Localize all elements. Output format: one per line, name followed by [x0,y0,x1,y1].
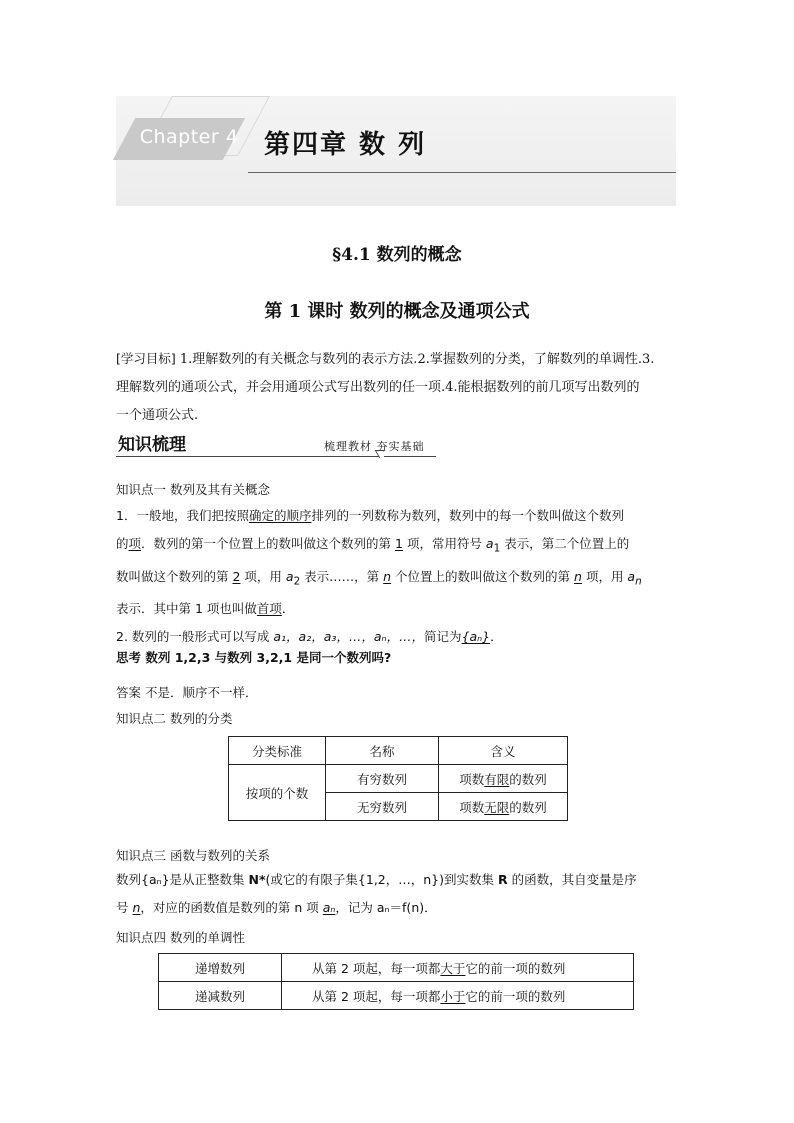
think-text: 数列 1,2,3 与数列 3,2,1 是同一个数列吗? [141,650,392,665]
chapter-banner [116,96,676,206]
knowledge-header-title: 知识梳理 [118,435,186,455]
answer-block [116,683,258,701]
underlined-term: 有限 [484,771,510,787]
lesson-title: 第 1 课时 数列的概念及通项公式 [264,301,530,322]
answer-text: 不是．顺序不一样． [141,685,258,700]
table-cell [439,765,568,793]
table-cell [439,793,568,821]
text-run: 数叫做这个数列的第 [116,568,233,584]
text-run: 的数列 [509,771,547,787]
text-run: 表示，第二个位置上的 [500,536,630,551]
text-run: 的函数，其自变量是序 [507,872,637,887]
goals-line-2: 理解数列的通项公式，并会用通项公式写出数列的任一项.4.能根据数列的前几项写出数列的 [116,380,640,395]
text-run: ． [490,629,503,644]
math-symbol: a [285,568,294,584]
table-cell [282,982,634,1010]
underlined-term: 大于 [440,960,466,976]
answer-label: 答案 [116,685,142,700]
table-header-row [229,737,568,765]
text-run: 从第 2 项起，每一项都 [312,960,441,976]
table-cell: 递增数列 [159,954,282,982]
table-header-cell: 含义 [439,737,568,765]
underlined-term: 2 [232,568,241,584]
table-cell: 按项的个数 [229,765,326,821]
underlined-term: 首项 [256,601,282,616]
kp3-body [116,866,676,922]
text-run: 的 [116,536,129,551]
text-run: 表示……，第 [300,568,384,584]
goals-line-3: 一个通项公式. [116,408,199,423]
table-cell: 无穷数列 [326,793,439,821]
underlined-term: 无限 [484,799,510,815]
text-run: ，对应的函数值是数列的第 n 项 [140,900,323,915]
text-run: 项数 [459,771,485,787]
kp4-heading: 知识点四 数列的单调性 [116,930,245,945]
text-run: 简记为 [424,629,462,644]
chapter-title: 第四章 数 列 [264,130,427,160]
text-run: ．数列的第一个位置上的数叫做这个数列的第 [141,536,396,551]
text-run: 它的前一项的数列 [465,988,566,1004]
math-subscript: 2 [293,575,301,587]
text-run: 项，用 [240,568,286,584]
text-run: 个位置上的数叫做这个数列的第 [391,568,575,584]
text-run: (或它的有限子集{1,2，…，n})到实数集 [265,872,498,887]
math-symbol: a [627,568,636,584]
table-row [159,982,634,1010]
classification-table [228,736,568,821]
table-row [159,954,634,982]
goals-tag: [学习目标] [116,351,176,366]
text-run: 的数列 [509,799,547,815]
math-subscript: 1 [493,542,501,555]
table-cell: 有穷数列 [326,765,439,793]
math-symbol: R [497,872,508,887]
underlined-term: 1 [395,536,403,551]
goals-line-1: 1.理解数列的有关概念与数列的表示方法.2.掌握数列的分类，了解数列的单调性.3. [179,352,655,367]
underlined-term: n [132,900,141,915]
kp3-heading: 知识点三 函数与数列的关系 [116,848,270,863]
kp2-heading: 知识点二 数列的分类 [116,711,233,726]
table-cell [282,954,634,982]
text-run: 数列{aₙ}是从正整数集 [116,872,249,887]
math-sequence: a₁，a₂，a₃，…，aₙ，…， [273,629,425,644]
text-run: 它的前一项的数列 [465,960,566,976]
text-run: ，记为 aₙ＝f(n)． [335,900,437,915]
table-header-cell: 分类标准 [229,737,326,765]
underlined-term: 项 [128,536,142,551]
text-run: ． [281,601,295,616]
think-block [116,648,391,666]
section-title: §4.1 数列的概念 [332,245,462,265]
header-rule [384,456,436,457]
header-rule [116,456,379,457]
kp1-body [116,502,676,651]
text-run: 项数 [459,799,485,815]
underlined-term: {aₙ} [461,629,491,644]
text-run: 1．一般地，我们把按照 [116,508,249,523]
text-run: 排列的一列数称为数列，数列中的每一个数叫做这个数列 [311,508,624,523]
math-symbol: N* [248,872,266,887]
monotonicity-table [158,953,634,1010]
math-subscript: n [635,575,642,587]
math-symbol: a [485,536,494,551]
underlined-term: 小于 [440,988,466,1004]
table-row [229,765,568,793]
underlined-term: 确定的顺序 [248,508,312,523]
underlined-term: aₙ [322,900,336,915]
knowledge-header [116,428,436,460]
banner-rule [248,172,676,173]
kp1-heading: 知识点一 数列及其有关概念 [116,482,270,497]
text-run: 2. 数列的一般形式可以写成 [116,629,274,644]
table-header-cell: 名称 [326,737,439,765]
knowledge-header-subtitle: 梳理教材 夯实基础 [324,440,425,453]
chapter-label: Chapter 4 [139,126,239,148]
table-cell: 递减数列 [159,982,282,1010]
text-run: 项，用 [581,568,628,584]
underlined-term: n [574,568,582,584]
text-run: 号 [116,900,133,915]
think-label: 思考 [116,650,142,665]
learning-goals [116,345,676,430]
underlined-term: n [383,568,392,584]
text-run: 项，常用符号 [402,536,486,551]
text-run: 表示．其中第 1 项也叫做 [116,601,257,616]
text-run: 从第 2 项起，每一项都 [312,988,441,1004]
